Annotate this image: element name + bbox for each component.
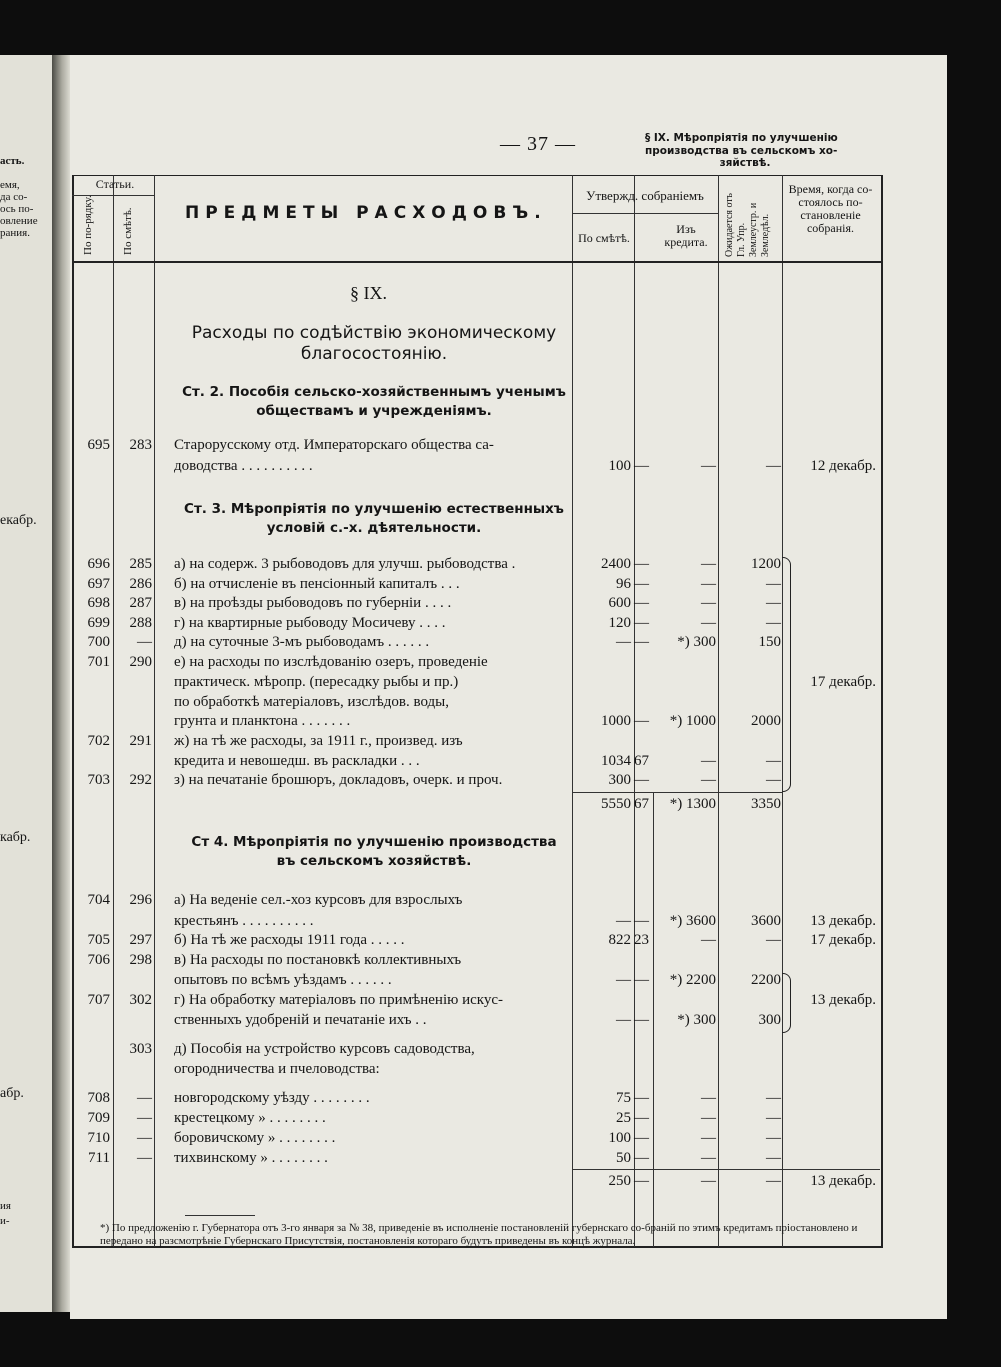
- table-cell: *) 1300: [669, 796, 716, 812]
- table-cell: —: [701, 458, 716, 474]
- table-row: [70, 593, 880, 613]
- table-cell: 699: [87, 615, 110, 631]
- left-fragment: рания.: [0, 227, 30, 239]
- table-cell: —: [137, 634, 152, 650]
- table-cell: 287: [129, 595, 152, 611]
- table-cell: 17 декабр.: [810, 932, 876, 948]
- table-cell: 13 декабр.: [810, 992, 876, 1008]
- table-cell: —: [634, 772, 649, 788]
- header-po-smete: По смѣтѣ.: [122, 207, 134, 255]
- table-cell: 297: [129, 932, 152, 948]
- header-po-smete-col: По смѣтѣ.: [578, 231, 630, 245]
- table-cell: —: [137, 1090, 152, 1106]
- row-rule: [572, 213, 718, 214]
- table-cell: 1000: [601, 713, 631, 729]
- table-cell: 12 декабр.: [810, 458, 876, 474]
- table-cell: 300: [608, 772, 631, 788]
- table-cell: 704: [87, 892, 110, 908]
- chapter-title: благосостоянію.: [300, 344, 448, 364]
- table-cell: 23: [634, 932, 649, 948]
- table-cell: 706: [87, 952, 110, 968]
- table-cell: 120: [608, 615, 631, 631]
- table-cell: 2200: [751, 972, 781, 988]
- table-cell: *) 2200: [669, 972, 716, 988]
- table-cell: опытовъ по всѣмъ уѣздамъ . . . . . .: [174, 972, 392, 988]
- table-cell: 5550: [601, 796, 631, 812]
- table-cell: по обработкѣ матеріаловъ, изслѣдов. воды,: [174, 694, 449, 710]
- document-page: [70, 55, 947, 1319]
- table-cell: —: [634, 1173, 649, 1189]
- table-cell: 3600: [751, 913, 781, 929]
- table-cell: —: [634, 1150, 649, 1166]
- book-spine: [52, 55, 70, 1312]
- left-page-fragment: [0, 55, 52, 1312]
- table-cell: грунта и планктона . . . . . . .: [174, 713, 351, 729]
- subhead-st4: въ сельскомъ хозяйствѣ.: [276, 853, 472, 869]
- table-cell: огородничества и пчеловодства:: [174, 1061, 380, 1077]
- table-cell: —: [701, 1110, 716, 1126]
- header-vremya: Время, когда со-стоялось по-становленіе собранія.: [788, 182, 873, 235]
- table-cell: —: [634, 1012, 649, 1028]
- table-row: [70, 672, 880, 692]
- table-cell: 296: [129, 892, 152, 908]
- table-cell: 13 декабр.: [810, 913, 876, 929]
- table-cell: в) На расходы по постановкѣ коллективныхъ: [174, 952, 462, 968]
- table-cell: д) на суточные 3-мъ рыбоводамъ . . . . . .: [174, 634, 430, 650]
- section-title: § IX.: [350, 283, 387, 303]
- table-cell: 702: [87, 733, 110, 749]
- table-cell: —: [701, 1130, 716, 1146]
- table-cell: Старорусскому отд. Императорскаго общества са-: [174, 437, 494, 453]
- footnote-rule: [185, 1215, 255, 1216]
- table-cell: 710: [87, 1130, 110, 1146]
- table-cell: 711: [88, 1150, 110, 1166]
- table-cell: —: [766, 932, 781, 948]
- table-cell: 291: [129, 733, 152, 749]
- table-cell: *) 300: [677, 1012, 716, 1028]
- table-cell: новгородскому уѣзду . . . . . . . .: [174, 1090, 370, 1106]
- table-cell: —: [701, 932, 716, 948]
- table-cell: —: [634, 1110, 649, 1126]
- table-cell: —: [766, 458, 781, 474]
- table-cell: —: [766, 615, 781, 631]
- table-cell: 709: [87, 1110, 110, 1126]
- table-row: [70, 731, 880, 751]
- table-cell: 298: [129, 952, 152, 968]
- table-row: [70, 990, 880, 1010]
- table-cell: 695: [87, 437, 110, 453]
- table-cell: —: [766, 772, 781, 788]
- table-cell: боровичскому » . . . . . . . .: [174, 1130, 336, 1146]
- header-utverzhd: Утвержд. собраніемъ: [586, 188, 704, 203]
- section-header: [645, 132, 845, 170]
- table-cell: крестецкому » . . . . . . . .: [174, 1110, 326, 1126]
- header-po-poryadku: По по-рядку.: [82, 195, 94, 255]
- table-row: [70, 890, 880, 910]
- table-cell: а) на содерж. 3 рыбоводовъ для улучш. рыбоводства .: [174, 556, 516, 572]
- table-cell: —: [616, 634, 631, 650]
- table-cell: 696: [87, 556, 110, 572]
- table-cell: 698: [87, 595, 110, 611]
- table-cell: 285: [129, 556, 152, 572]
- table-cell: —: [766, 1110, 781, 1126]
- table-row: [70, 751, 880, 771]
- table-cell: —: [634, 1130, 649, 1146]
- table-cell: 600: [608, 595, 631, 611]
- table-cell: 290: [129, 654, 152, 670]
- table-cell: —: [766, 1090, 781, 1106]
- table-cell: 25: [616, 1110, 631, 1126]
- table-cell: —: [634, 615, 649, 631]
- section-header-line: § IX. Мѣропріятія по улучшенію: [645, 132, 838, 144]
- left-fragment: ось по-: [0, 203, 34, 215]
- table-row: [70, 652, 880, 672]
- table-cell: 1034: [601, 753, 631, 769]
- table-cell: —: [634, 913, 649, 929]
- table-cell: —: [701, 556, 716, 572]
- table-row: [70, 1059, 880, 1079]
- table-cell: —: [766, 1130, 781, 1146]
- table-row: [70, 435, 880, 455]
- table-cell: б) На тѣ же расходы 1911 года . . . . .: [174, 932, 405, 948]
- table-row: [70, 950, 880, 970]
- table-row: [70, 456, 880, 476]
- table-cell: 150: [758, 634, 781, 650]
- table-cell: 67: [634, 796, 649, 812]
- table-cell: 703: [87, 772, 110, 788]
- table-cell: —: [616, 972, 631, 988]
- table-row: [70, 930, 880, 950]
- table-cell: тихвинскому » . . . . . . . .: [174, 1150, 328, 1166]
- table-row: [70, 970, 880, 990]
- header-rule: [72, 261, 881, 263]
- table-cell: —: [634, 595, 649, 611]
- table-row: [70, 1039, 880, 1059]
- table-row: [70, 911, 880, 931]
- table-cell: 303: [129, 1041, 152, 1057]
- table-cell: 96: [616, 576, 631, 592]
- table-cell: г) На обработку матеріаловъ по примѣненію искус-: [174, 992, 503, 1008]
- table-cell: з) на печатаніе брошюръ, докладовъ, очерк. и проч.: [174, 772, 503, 788]
- table-row: [70, 1010, 880, 1030]
- table-cell: б) на отчисленіе въ пенсіонный капиталъ . . .: [174, 576, 460, 592]
- table-cell: 1200: [751, 556, 781, 572]
- table-cell: *) 300: [677, 634, 716, 650]
- table-cell: —: [137, 1150, 152, 1166]
- table-cell: 286: [129, 576, 152, 592]
- table-cell: 17 декабр.: [810, 674, 876, 690]
- table-row: [70, 1128, 880, 1148]
- table-row: [70, 554, 880, 574]
- table-cell: *) 1000: [669, 713, 716, 729]
- table-cell: а) На веденіе сел.-хоз курсовъ для взрослыхъ: [174, 892, 463, 908]
- table-cell: 697: [87, 576, 110, 592]
- table-cell: —: [701, 753, 716, 769]
- table-cell: —: [616, 1012, 631, 1028]
- table-cell: —: [137, 1110, 152, 1126]
- table-cell: кредита и невошедш. въ раскладки . . .: [174, 753, 420, 769]
- table-cell: ж) на тѣ же расходы, за 1911 г., произвед. изъ: [174, 733, 463, 749]
- table-cell: крестьянъ . . . . . . . . . .: [174, 913, 314, 929]
- table-cell: —: [634, 458, 649, 474]
- footnote: *) По предложенію г. Губернатора отъ 3-го января за № 38, приведеніе въ исполненіе постановленій губернскаго со-браній по этимъ кредитамъ пріостановлено и передано на разсмотрѣніе Губернскаго Присутствія, постановленія котораго будутъ приведены въ концѣ журнала.: [100, 1222, 858, 1247]
- table-row: [70, 632, 880, 652]
- chapter-title: Расходы по содѣйствію экономическому: [191, 323, 557, 343]
- subhead-st3: условій с.-х. дѣятельности.: [266, 520, 482, 536]
- table-cell: —: [766, 595, 781, 611]
- table-cell: —: [766, 576, 781, 592]
- table-cell: 300: [758, 1012, 781, 1028]
- subhead-st2: обществамъ и учрежденіямъ.: [256, 403, 492, 419]
- table-row: [70, 1088, 880, 1108]
- table-cell: 75: [616, 1090, 631, 1106]
- table-cell: —: [701, 615, 716, 631]
- left-fragment: емя,: [0, 179, 20, 191]
- section-header-line: производства въ сельскомъ хо-: [645, 144, 838, 157]
- table-row: [70, 1171, 880, 1191]
- table-cell: —: [701, 772, 716, 788]
- table-cell: —: [701, 595, 716, 611]
- table-cell: г) на квартирные рыбоводу Мосичеву . . . .: [174, 615, 446, 631]
- table-cell: 3350: [751, 796, 781, 812]
- table-cell: 708: [87, 1090, 110, 1106]
- header-iz-kredita: Изъ кредита.: [664, 222, 708, 249]
- table-cell: в) на проѣзды рыбоводовъ по губерніи . . . .: [174, 595, 452, 611]
- sum-rule: [572, 1169, 880, 1170]
- table-cell: 100: [608, 458, 631, 474]
- table-cell: 2400: [601, 556, 631, 572]
- table-cell: —: [766, 1173, 781, 1189]
- table-cell: —: [634, 713, 649, 729]
- table-cell: —: [701, 1090, 716, 1106]
- table-cell: е) на расходы по изслѣдованію озеръ, проведеніе: [174, 654, 488, 670]
- table-cell: —: [766, 1150, 781, 1166]
- grouping-brace: [782, 557, 791, 792]
- table-cell: —: [634, 576, 649, 592]
- grouping-brace: [782, 973, 791, 1033]
- table-cell: —: [701, 1173, 716, 1189]
- table-cell: 2000: [751, 713, 781, 729]
- header-stati: Статьи.: [95, 177, 135, 191]
- left-fragment: асть.: [0, 155, 25, 167]
- table-row: [70, 711, 880, 731]
- table-cell: 302: [129, 992, 152, 1008]
- table-cell: 13 декабр.: [810, 1173, 876, 1189]
- table-cell: 288: [129, 615, 152, 631]
- table-cell: —: [137, 1130, 152, 1146]
- header-ozhidaetsya: Ожидается отъ Гл. Упр. Землеустр. и Земледѣл.: [724, 193, 771, 257]
- table-cell: —: [701, 576, 716, 592]
- left-fragment: и-: [0, 1215, 10, 1227]
- left-fragment: екабр.: [0, 513, 37, 528]
- table-cell: практическ. мѣропр. (пересадку рыбы и пр.): [174, 674, 459, 690]
- page-number: — 37 —: [500, 133, 576, 155]
- table-cell: —: [766, 753, 781, 769]
- table-cell: ственныхъ удобреній и печатаніе ихъ . .: [174, 1012, 427, 1028]
- left-fragment: да со-: [0, 191, 28, 203]
- table-row: [70, 1148, 880, 1168]
- table-cell: 822: [608, 932, 631, 948]
- header-predmety: ПРЕДМЕТЫ РАСХОДОВЪ.: [185, 203, 547, 223]
- table-cell: 292: [129, 772, 152, 788]
- table-cell: —: [634, 634, 649, 650]
- sum-rule: [572, 792, 782, 793]
- left-fragment: ия: [0, 1200, 11, 1212]
- table-cell: 705: [87, 932, 110, 948]
- table-cell: —: [616, 913, 631, 929]
- table-cell: —: [701, 1150, 716, 1166]
- left-fragment: кабр.: [0, 830, 31, 845]
- table-row: [70, 692, 880, 712]
- table-cell: 700: [87, 634, 110, 650]
- table-row: [70, 1108, 880, 1128]
- table-cell: доводства . . . . . . . . . .: [174, 458, 313, 474]
- table-row: [70, 574, 880, 594]
- table-cell: 67: [634, 753, 649, 769]
- subhead-st3: Ст. 3. Мѣропріятія по улучшенію естественныхъ: [184, 501, 564, 517]
- table-row: [70, 794, 880, 814]
- table-cell: —: [634, 1090, 649, 1106]
- table-cell: 50: [616, 1150, 631, 1166]
- table-cell: 283: [129, 437, 152, 453]
- subhead-st4: Ст 4. Мѣропріятія по улучшенію производства: [191, 834, 557, 850]
- table-cell: —: [634, 556, 649, 572]
- table-cell: 100: [608, 1130, 631, 1146]
- table-cell: 701: [87, 654, 110, 670]
- table-cell: 250: [608, 1173, 631, 1189]
- subhead-st2: Ст. 2. Пособія сельско-хозяйственнымъ ученымъ: [182, 384, 566, 400]
- table-cell: 707: [87, 992, 110, 1008]
- table-cell: *) 3600: [669, 913, 716, 929]
- table-row: [70, 770, 880, 790]
- table-cell: д) Пособія на устройство курсовъ садоводства,: [174, 1041, 475, 1057]
- left-fragment: овление: [0, 215, 38, 227]
- section-header-line: зяйствѣ.: [719, 157, 771, 169]
- table-cell: —: [634, 972, 649, 988]
- left-fragment: абр.: [0, 1086, 24, 1101]
- table-row: [70, 613, 880, 633]
